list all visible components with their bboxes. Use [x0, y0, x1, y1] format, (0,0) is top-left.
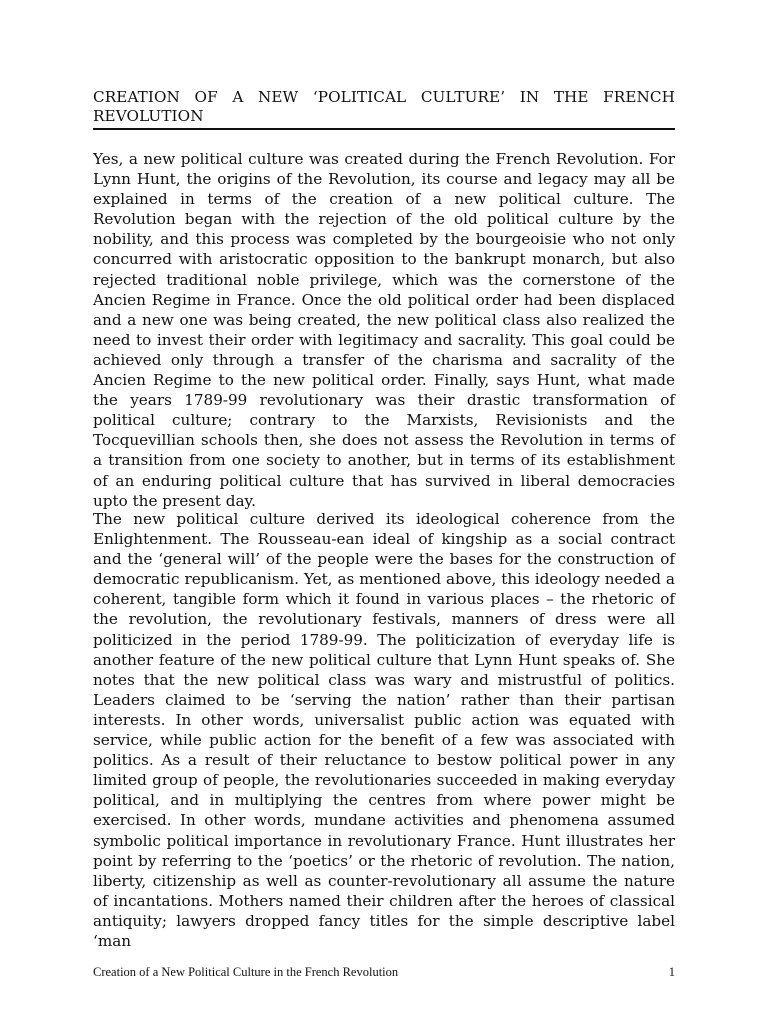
- title-underline: [93, 128, 675, 130]
- document-title: CREATION OF A NEW ‘POLITICAL CULTURE’ IN THE FRENCH REVOLUTION: [93, 88, 675, 125]
- body-paragraph-2: The new political culture derived its ideological coherence from the Enlightenment. The Rousseau-ean ideal of kingship as a social contract and the ‘general will’ of the people were the bases for the construction of democratic republicanism. Yet, as mentioned above, this ideology needed a coherent, tangible form which it found in various places – the rhetoric of the revolution, the revolutionary festivals, manners of dress were all politicized in the period 1789-99. The politicization of everyday life is another feature of the new political culture that Lynn Hunt speaks of. She notes that the new political class was wary and mistrustful of politics. Leaders claimed to be ‘serving the nation’ rather than their partisan interests. In other words, universalist public action was equated with service, while public action for the benefit of a few was associated with politics. As a result of their reluctance to bestow political power in any limited group of people, the revolutionaries succeeded in making everyday political, and in multiplying the centres from where power might be exercised. In other words, mundane activities and phenomena assumed symbolic political importance in revolutionary France. Hunt illustrates her point by referring to the ‘poetics’ or the rhetoric of revolution. The nation, liberty, citizenship as well as counter-revolutionary all assume the nature of incantations. Mothers named their children after the heroes of classical antiquity; lawyers dropped fancy titles for the simple descriptive label ‘man: [93, 510, 675, 950]
- footer-page-number: 1: [668, 965, 675, 979]
- footer-title: Creation of a New Political Culture in the French Revolution: [93, 965, 399, 979]
- body-paragraph-1: Yes, a new political culture was created during the French Revolution. For Lynn Hunt, the origins of the Revolution, its course and legacy may all be explained in terms of the creation of a new political culture. The Revolution began with the rejection of the old political culture by the nobility, and this process was completed by the bourgeoisie who not only concurred with aristocratic opposition to the bankrupt monarch, but also rejected traditional noble privilege, which was the cornerstone of the Ancien Regime in France. Once the old political order had been displaced and a new one was being created, the new political class also realized the need to invest their order with legitimacy and sacrality. This goal could be achieved only through a transfer of the charisma and sacrality of the Ancien Regime to the new political order. Finally, says Hunt, what made the years 1789-99 revolutionary was their drastic transformation of political culture; contrary to the Marxists, Revisionists and the Tocquevillian schools then, she does not assess the Revolution in terms of a transition from one society to another, but in terms of its establishment of an enduring political culture that has survived in liberal democracies upto the present day.: [93, 150, 675, 510]
